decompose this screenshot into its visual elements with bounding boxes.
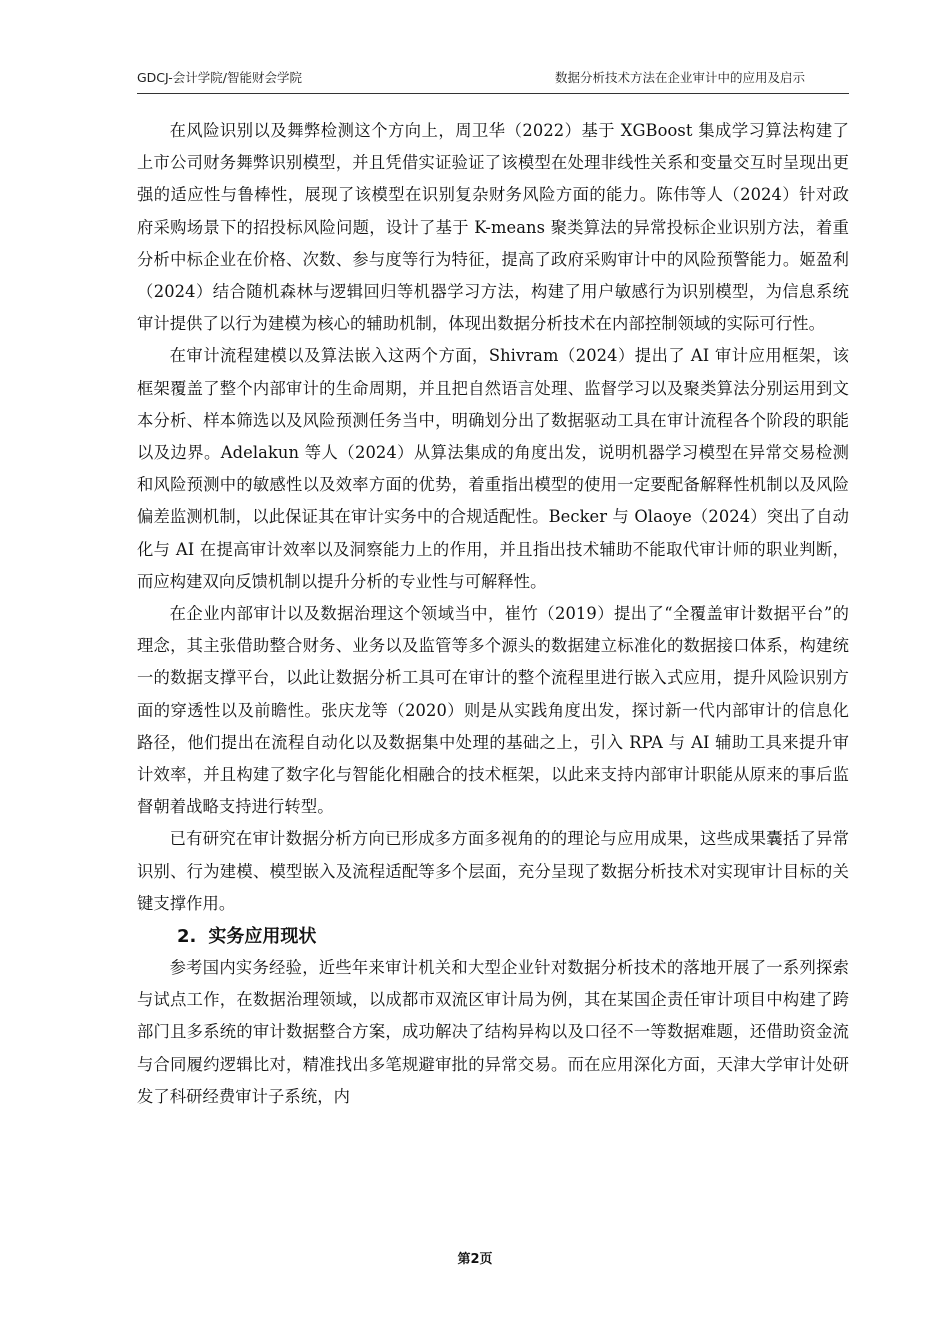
page-header [137, 68, 849, 90]
document-body [137, 115, 849, 1113]
paragraph-research-summary: 已有研究在审计数据分析方向已形成多方面多视角的的理论与应用成果，这些成果囊括了异常识别、行为建模、模型嵌入及流程适配等多个层面，充分呈现了数据分析技术对实现审计目标的关键支撑作用。 [137, 829, 849, 913]
paragraph-practice-status: 参考国内实务经验，近些年来审计机关和大型企业针对数据分析技术的落地开展了一系列探索与试点工作，在数据治理领域，以成都市双流区审计局为例，其在某国企责任审计项目中构建了跨部门且多系统的审计数据整合方案，成功解决了结构异构以及口径不一等数据难题，还借助资金流与合同履约逻辑比对，精准找出多笔规避审批的异常交易。而在应用深化方面，天津大学审计处研发了科研经费审计子系统，内 [137, 958, 849, 1106]
paragraph-audit-process-modeling: 在审计流程建模以及算法嵌入这两个方面，Shivram（2024）提出了 AI 审计应用框架，该框架覆盖了整个内部审计的生命周期，并且把自然语言处理、监督学习以及聚类算法分别运用到文本分析、样本筛选以及风险预测任务当中，明确划分出了数据驱动工具在审计流程各个阶段的职能以及边界。Adelakun 等人（2024）从算法集成的角度出发，说明机器学习模型在异常交易检测和风险预测中的敏感性以及效率方面的优势，着重指出模型的使用一定要配备解释性机制以及风险偏差监测机制，以此保证其在审计实务中的合规适配性。Becker 与 Olaoye（2024）突出了自动化与 AI 在提高审计效率以及洞察能力上的作用，并且指出技术辅助不能取代审计师的职业判断，而应构建双向反馈机制以提升分析的专业性与可解释性。 [137, 346, 849, 591]
header-document-title: 数据分析技术方法在企业审计中的应用及启示 [554, 70, 805, 85]
section-title: 实务应用现状 [208, 926, 317, 948]
header-institution: GDCJ-会计学院/智能财会学院 [137, 70, 303, 85]
section-heading [137, 922, 849, 952]
paragraph-risk-identification: 在风险识别以及舞弊检测这个方向上，周卫华（2022）基于 XGBoost 集成学习算法构建了上市公司财务舞弊识别模型，并且凭借实证验证了该模型在处理非线性关系和变量交互时呈现出更强的适应性与鲁棒性，展现了该模型在识别复杂财务风险方面的能力。陈伟等人（2024）针对政府采购场景下的招投标风险问题，设计了基于 K-means 聚类算法的异常投标企业识别方法，着重分析中标企业在价格、次数、参与度等行为特征，提高了政府采购审计中的风险预警能力。姬盈利（2024）结合随机森林与逻辑回归等机器学习方法，构建了用户敏感行为识别模型，为信息系统审计提供了以行为建模为核心的辅助机制，体现出数据分析技术在内部控制领域的实际可行性。 [137, 121, 849, 334]
header-divider [137, 93, 849, 94]
page-number: 第2页 [457, 1252, 493, 1267]
section-number: 2. [177, 926, 197, 948]
paragraph-internal-audit-data-governance: 在企业内部审计以及数据治理这个领域当中，崔竹（2019）提出了“全覆盖审计数据平台”的理念，其主张借助整合财务、业务以及监管等多个源头的数据建立标准化的数据接口体系，构建统一的数据支撑平台，以此让数据分析工具可在审计的整个流程里进行嵌入式应用，提升风险识别方面的穿透性以及前瞻性。张庆龙等（2020）则是从实践角度出发，探讨新一代内部审计的信息化路径，他们提出在流程自动化以及数据集中处理的基础之上，引入 RPA 与 AI 辅助工具来提升审计效率，并且构建了数字化与智能化相融合的技术框架，以此来支持内部审计职能从原来的事后监督朝着战略支持进行转型。 [137, 604, 849, 817]
